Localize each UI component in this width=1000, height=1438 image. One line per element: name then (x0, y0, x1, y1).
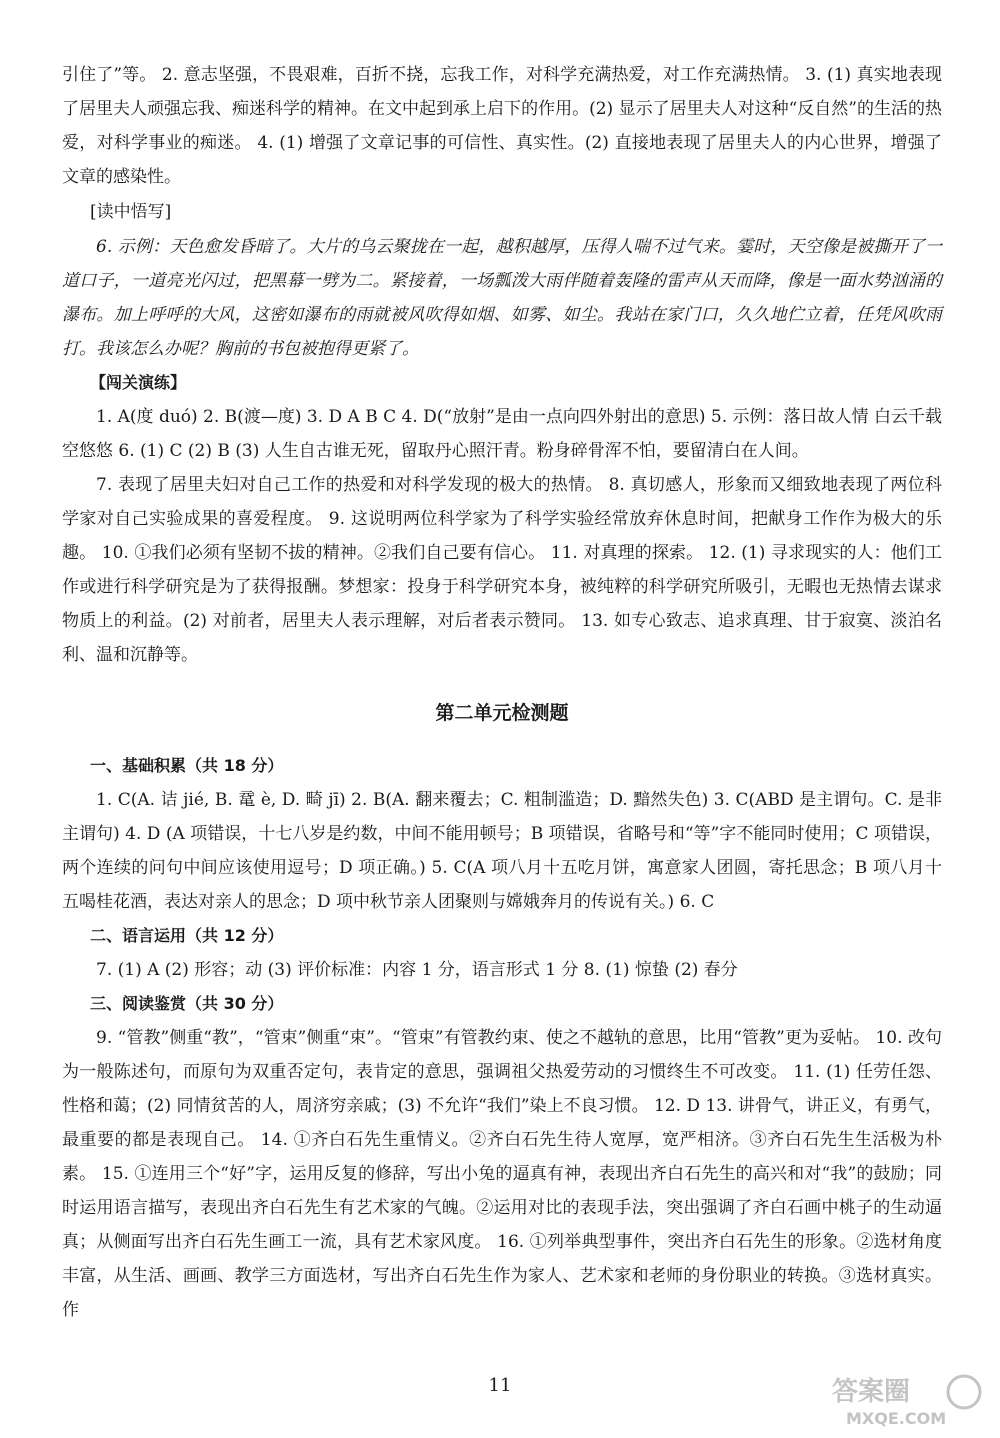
practice-paragraph-2: 7. 表现了居里夫妇对自己工作的热爱和对科学发现的极大的热情。 8. 真切感人，形象而又细致地表现了两位科学家对自己实验成果的喜爱程度。 9. 这说明两位科学家为了科学实验经常放弃休息时间，把献身工作作为极大的乐趣。 10. ①我们必须有坚韧不拔的精神。②我们自己要有信心。 11. 对真理的探索。 12. (1) 寻求现实的人：他们工作或进行科学研究是为了获得报酬。梦想家：投身于科学研究本身，被纯粹的科学研究所吸引，无暇也无热情去谋求物质上的利益。(2) 对前者，居里夫人表示理解，对后者表示赞同。 13. 如专心致志、追求真理、甘于寂寞、淡泊名利、温和沉静等。 (62, 475, 942, 665)
read-write-tag: [读中悟写] (90, 202, 172, 222)
section1-text: 1. C(A. 诘 jié, B. 鼋 è, D. 畸 jī) 2. B(A. 翻来覆去；C. 粗制滥造；D. 黯然失色) 3. C(ABD 是主谓句。C. 是非主谓句) 4. D (A 项错误，十七八岁是约数，中间不能用顿号；B 项错误，省略号和“等”字不能同时使用；C 项错误，两个连续的问句中间应该使用逗号；D 项正确。) 5. C(A 项八月十五吃月饼，寓意家人团圆，寄托思念；B 项八月十五喝桂花酒，表达对亲人的思念；D 项中秋节亲人团聚则与嫦娥奔月的传说有关。) 6. C (62, 790, 942, 912)
paragraph-top: 引住了”等。 2. 意志坚强，不畏艰难，百折不挠，忘我工作，对科学充满热爱，对工作充满热情。 3. (1) 真实地表现了居里夫人顽强忘我、痴迷科学的精神。在文中起到承上启下的作用。(2) 显示了居里夫人对这种“反自然”的生活的热爱，对科学事业的痴迷。 4. (1) 增强了文章记事的可信性、真实性。(2) 直接地表现了居里夫人的内心世界，增强了文章的感染性。 (62, 65, 942, 187)
watermark-text: 答案圈 (832, 1377, 911, 1407)
unit-title: 第二单元检测题 (435, 702, 569, 724)
practice-paragraph-1: 1. A(度 duó) 2. B(渡—度) 3. D A B C 4. D(“放射”是由一点向四外射出的意思) 5. 示例：落日故人情 白云千载空悠悠 6. (1) C (2) B (3) 人生自古谁无死，留取丹心照汗青。粉身碎骨浑不怕，要留清白在人间。 (62, 407, 942, 461)
section3-heading: 三、阅读鉴赏（共 30 分） (90, 994, 284, 1013)
page-number: 11 (488, 1375, 512, 1396)
practice-heading: 【闯关演练】 (90, 373, 187, 392)
section2-text: 7. (1) A (2) 形容；动 (3) 评价标准：内容 1 分，语言形式 1 分 8. (1) 惊蛰 (2) 春分 (96, 960, 738, 980)
answer-page (62, 58, 942, 1327)
section3-text: 9. “管教”侧重“教”，“管束”侧重“束”。“管束”有管教约束、使之不越轨的意思，比用“管教”更为妥帖。 10. 改句为一般陈述句，而原句为双重否定句，表肯定的意思，强调祖父热爱劳动的习惯终生不可改变。 11. (1) 任劳任怨、性格和蔼；(2) 同情贫苦的人，周济穷亲戚；(3) 不允许“我们”染上不良习惯。 12. D 13. 讲骨气，讲正义，有勇气，最重要的都是表现自己。 14. ①齐白石先生重情义。②齐白石先生待人宽厚，宽严相济。③齐白石先生生活极为朴素。 15. ①连用三个“好”字，运用反复的修辞，写出小兔的逼真有神，表现出齐白石先生的高兴和对“我”的鼓励；同时运用语言描写，表现出齐白石先生有艺术家的气魄。②运用对比的表现手法，突出强调了齐白石画中桃子的生动逼真；从侧面写出齐白石先生画工一流，具有艺术家风度。 16. ①列举典型事件，突出齐白石先生的形象。②选材角度丰富，从生活、画画、教学三方面选材，写出齐白石先生作为家人、艺术家和老师的身份职业的转换。③选材真实。作 (62, 1028, 942, 1320)
section2-heading: 二、语言运用（共 12 分） (90, 926, 284, 945)
section1-heading: 一、基础积累（共 18 分） (90, 756, 284, 775)
example-paragraph: 6. 示例：天色愈发昏暗了。大片的乌云聚拢在一起，越积越厚，压得人喘不过气来。霎时，天空像是被撕开了一道口子，一道亮光闪过，把黑幕一劈为二。紧接着，一场瓢泼大雨伴随着轰隆的雷声从天而降，像是一面水势汹涌的瀑布。加上呼呼的大风，这密如瀑布的雨就被风吹得如烟、如雾、如尘。我站在家门口，久久地伫立着，任凭风吹雨打。我该怎么办呢？胸前的书包被抱得更紧了。 (62, 237, 942, 359)
watermark-url: MXQE.COM (846, 1409, 947, 1428)
watermark-logo (826, 1370, 986, 1428)
